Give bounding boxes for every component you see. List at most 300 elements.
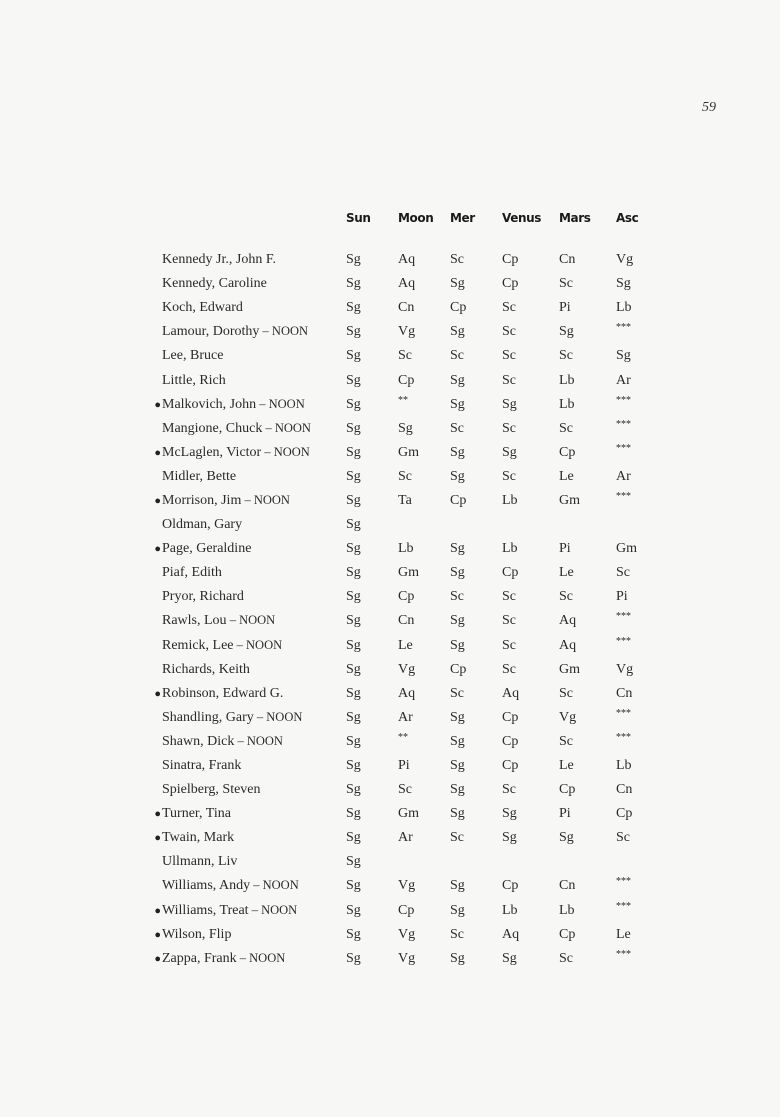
table-row xyxy=(146,899,656,923)
sign-cell-asc xyxy=(616,802,656,826)
mars-sign: Pi xyxy=(559,541,571,557)
sign-cell-mer xyxy=(450,923,502,947)
sign-cell-sun xyxy=(346,778,398,802)
sun-sign: Sg xyxy=(346,661,361,677)
mars-sign: Le xyxy=(559,565,574,581)
sign-cell-asc xyxy=(616,344,656,368)
person-name: Sinatra, Frank xyxy=(162,758,242,774)
sign-cell-sun xyxy=(346,609,398,633)
person-name: Williams, Andy xyxy=(162,878,251,894)
sign-cell-mer xyxy=(450,850,502,874)
person-name: Mangione, Chuck xyxy=(162,420,263,436)
sign-cell-asc xyxy=(616,296,656,320)
sign-cell-sun xyxy=(346,682,398,706)
sign-cell-asc xyxy=(616,850,656,874)
sign-cell-venus xyxy=(502,537,559,561)
person-name: Turner, Tina xyxy=(162,806,231,822)
sign-cell-mars xyxy=(559,658,616,682)
sign-cell-venus xyxy=(502,634,559,658)
sign-cell-venus xyxy=(502,609,559,633)
person-name-cell xyxy=(146,296,346,320)
person-name-cell xyxy=(146,417,346,441)
table-row xyxy=(146,634,656,658)
sign-cell-sun xyxy=(346,634,398,658)
name-column-header xyxy=(146,202,346,234)
mer-sign: Sg xyxy=(450,950,465,966)
sign-cell-asc xyxy=(616,393,656,417)
asc-sign: *** xyxy=(616,442,631,454)
person-name: Malkovich, John xyxy=(162,396,257,412)
mars-sign: Sg xyxy=(559,324,574,340)
person-name: Shawn, Dick xyxy=(162,733,235,749)
sign-cell-moon xyxy=(398,682,450,706)
venus-sign: Cp xyxy=(502,878,519,894)
person-name: Morrison, Jim xyxy=(162,492,242,508)
sign-cell-mars xyxy=(559,899,616,923)
asc-sign: *** xyxy=(616,418,631,430)
mars-sign: Sc xyxy=(559,420,573,436)
sign-cell-venus xyxy=(502,802,559,826)
sun-sign: Sg xyxy=(346,685,361,701)
mars-sign: Vg xyxy=(559,709,577,725)
sign-cell-mer xyxy=(450,489,502,513)
sign-cell-venus xyxy=(502,874,559,898)
asc-sign: *** xyxy=(616,876,631,888)
sign-cell-moon xyxy=(398,417,450,441)
sign-cell-mer xyxy=(450,561,502,585)
sign-cell-asc xyxy=(616,609,656,633)
mars-sign: Aq xyxy=(559,637,577,653)
person-name-cell xyxy=(146,609,346,633)
noon-label: – NOON xyxy=(248,902,298,917)
asc-sign: Ar xyxy=(616,468,631,484)
sign-cell-venus xyxy=(502,393,559,417)
person-name: Spielberg, Steven xyxy=(162,782,261,798)
table-row xyxy=(146,234,656,272)
sign-cell-mars xyxy=(559,489,616,513)
noon-label: – NOON xyxy=(233,637,283,652)
moon-sign: Pi xyxy=(398,758,410,774)
moon-sign: Vg xyxy=(398,950,416,966)
table-row xyxy=(146,658,656,682)
asc-sign: *** xyxy=(616,394,631,406)
mer-sign: Sg xyxy=(450,902,465,918)
sign-cell-mars xyxy=(559,706,616,730)
sign-cell-asc xyxy=(616,634,656,658)
sign-cell-sun xyxy=(346,344,398,368)
sign-cell-mer xyxy=(450,609,502,633)
sun-sign: Sg xyxy=(346,348,361,364)
mer-sign: Cp xyxy=(450,661,467,677)
mars-sign: Le xyxy=(559,758,574,774)
sign-cell-mer xyxy=(450,272,502,296)
venus-sign: Sc xyxy=(502,661,516,677)
sign-cell-venus xyxy=(502,489,559,513)
person-name-cell xyxy=(146,537,346,561)
sign-cell-moon xyxy=(398,441,450,465)
sign-cell-venus xyxy=(502,706,559,730)
noon-label: – NOON xyxy=(250,878,299,893)
sign-cell-moon xyxy=(398,368,450,392)
moon-sign: ** xyxy=(398,731,408,743)
table-row xyxy=(146,489,656,513)
sign-cell-sun xyxy=(346,465,398,489)
mars-sign: Lb xyxy=(559,372,575,388)
venus-sign: Aq xyxy=(502,685,520,701)
noon-label: – NOON xyxy=(253,709,303,724)
sun-sign: Sg xyxy=(346,492,361,508)
asc-sign: *** xyxy=(616,900,631,912)
sun-sign: Sg xyxy=(346,324,361,340)
sign-cell-venus xyxy=(502,320,559,344)
sun-sign: Sg xyxy=(346,541,361,557)
mer-sign: Sc xyxy=(450,830,464,846)
venus-sign: Sc xyxy=(502,420,516,436)
asc-sign: Pi xyxy=(616,589,628,605)
mer-sign: Cp xyxy=(450,300,467,316)
person-name-cell xyxy=(146,272,346,296)
sign-cell-mars xyxy=(559,682,616,706)
person-name: Lamour, Dorothy xyxy=(162,324,260,340)
mer-sign: Sg xyxy=(450,324,465,340)
sign-cell-sun xyxy=(346,272,398,296)
venus-sign: Cp xyxy=(502,733,519,749)
mars-sign: Gm xyxy=(559,492,580,508)
moon-sign: Cn xyxy=(398,613,415,629)
asc-sign: Cp xyxy=(616,806,633,822)
moon-sign: Ta xyxy=(398,492,412,508)
noon-label: – NOON xyxy=(259,324,309,339)
sun-sign: Sg xyxy=(346,613,361,629)
sun-sign: Sg xyxy=(346,806,361,822)
asc-sign: Vg xyxy=(616,252,634,268)
sign-cell-moon xyxy=(398,537,450,561)
asc-sign: Sg xyxy=(616,348,631,364)
mars-sign: Sc xyxy=(559,348,573,364)
asc-sign: Cn xyxy=(616,685,633,701)
venus-sign: Cp xyxy=(502,276,519,292)
person-name-cell xyxy=(146,706,346,730)
sign-cell-asc xyxy=(616,441,656,465)
sun-sign: Sg xyxy=(346,782,361,798)
venus-sign: Sc xyxy=(502,613,516,629)
person-name-cell xyxy=(146,874,346,898)
venus-sign: Sg xyxy=(502,396,517,412)
person-name: McLaglen, Victor xyxy=(162,444,262,460)
mer-sign: Sg xyxy=(450,444,465,460)
sign-cell-asc xyxy=(616,754,656,778)
mer-sign: Sg xyxy=(450,637,465,653)
sign-cell-mars xyxy=(559,561,616,585)
moon-sign: Sg xyxy=(398,420,413,436)
moon-sign: Gm xyxy=(398,806,419,822)
mer-sign: Sg xyxy=(450,276,465,292)
sign-cell-mer xyxy=(450,296,502,320)
person-name-cell xyxy=(146,730,346,754)
sign-cell-venus xyxy=(502,923,559,947)
sign-cell-asc xyxy=(616,778,656,802)
sign-cell-sun xyxy=(346,441,398,465)
venus-sign: Lb xyxy=(502,541,518,557)
sign-cell-venus xyxy=(502,368,559,392)
sign-cell-mer xyxy=(450,465,502,489)
sign-cell-mars xyxy=(559,537,616,561)
moon-sign: Sc xyxy=(398,348,412,364)
person-name-cell xyxy=(146,513,346,537)
sign-cell-moon xyxy=(398,234,450,272)
moon-sign: Cp xyxy=(398,589,415,605)
moon-sign: ** xyxy=(398,394,408,406)
sign-cell-mars xyxy=(559,296,616,320)
sign-cell-sun xyxy=(346,899,398,923)
sign-cell-mars xyxy=(559,393,616,417)
sign-cell-sun xyxy=(346,658,398,682)
sign-cell-sun xyxy=(346,947,398,971)
sign-cell-mer xyxy=(450,585,502,609)
person-name-cell xyxy=(146,899,346,923)
sign-cell-venus xyxy=(502,272,559,296)
person-name: Shandling, Gary xyxy=(162,709,254,725)
mer-sign: Sg xyxy=(450,613,465,629)
sign-cell-mars xyxy=(559,947,616,971)
sign-cell-venus xyxy=(502,754,559,778)
mars-sign: Lb xyxy=(559,902,575,918)
moon-sign: Ar xyxy=(398,830,413,846)
moon-sign: Cp xyxy=(398,902,415,918)
person-name-cell xyxy=(146,802,346,826)
mars-sign: Cp xyxy=(559,926,576,942)
sign-cell-asc xyxy=(616,489,656,513)
mer-sign: Cp xyxy=(450,492,467,508)
moon-sign: Vg xyxy=(398,324,416,340)
asc-sign: *** xyxy=(616,635,631,647)
bullet-icon: ● xyxy=(154,808,161,821)
table-row xyxy=(146,802,656,826)
sign-cell-mars xyxy=(559,754,616,778)
sign-cell-sun xyxy=(346,730,398,754)
moon-sign: Ar xyxy=(398,709,413,725)
sign-cell-venus xyxy=(502,778,559,802)
sign-cell-mars xyxy=(559,320,616,344)
sign-cell-moon xyxy=(398,561,450,585)
sign-cell-mer xyxy=(450,634,502,658)
asc-sign: Cn xyxy=(616,782,633,798)
venus-sign: Lb xyxy=(502,492,518,508)
sun-sign: Sg xyxy=(346,733,361,749)
sign-cell-venus xyxy=(502,585,559,609)
bullet-icon: ● xyxy=(154,543,161,556)
sign-cell-venus xyxy=(502,513,559,537)
sun-sign: Sg xyxy=(346,854,361,870)
sun-sign: Sg xyxy=(346,950,361,966)
sign-cell-mer xyxy=(450,826,502,850)
moon-sign: Cn xyxy=(398,300,415,316)
person-name: Oldman, Gary xyxy=(162,517,243,533)
mars-sign: Le xyxy=(559,468,574,484)
person-name: Kennedy Jr., John F. xyxy=(162,252,276,268)
sign-cell-moon xyxy=(398,465,450,489)
sun-sign: Sg xyxy=(346,926,361,942)
person-name-cell xyxy=(146,561,346,585)
sign-cell-moon xyxy=(398,585,450,609)
sign-cell-asc xyxy=(616,561,656,585)
moon-sign: Sc xyxy=(398,468,412,484)
bullet-icon: ● xyxy=(154,904,161,917)
person-name: Piaf, Edith xyxy=(162,565,222,581)
mars-sign: Cp xyxy=(559,444,576,460)
person-name-cell xyxy=(146,754,346,778)
sign-cell-asc xyxy=(616,465,656,489)
sign-cell-asc xyxy=(616,899,656,923)
mer-sign: Sg xyxy=(450,709,465,725)
sign-cell-moon xyxy=(398,874,450,898)
noon-label: – NOON xyxy=(234,733,283,748)
column-header-moon: Moon xyxy=(398,211,434,225)
sign-cell-moon xyxy=(398,344,450,368)
sign-cell-mars xyxy=(559,609,616,633)
table-row xyxy=(146,344,656,368)
sign-cell-moon xyxy=(398,730,450,754)
table-row xyxy=(146,368,656,392)
sign-cell-mer xyxy=(450,513,502,537)
sign-cell-venus xyxy=(502,441,559,465)
sun-sign: Sg xyxy=(346,276,361,292)
sun-sign: Sg xyxy=(346,300,361,316)
table-row xyxy=(146,585,656,609)
sign-cell-sun xyxy=(346,850,398,874)
mars-sign: Pi xyxy=(559,806,571,822)
sun-sign: Sg xyxy=(346,396,361,412)
sign-cell-moon xyxy=(398,320,450,344)
venus-sign: Sg xyxy=(502,950,517,966)
sign-cell-moon xyxy=(398,272,450,296)
sun-sign: Sg xyxy=(346,589,361,605)
column-header-mars: Mars xyxy=(559,211,591,225)
noon-label: – NOON xyxy=(236,950,286,965)
moon-sign: Vg xyxy=(398,661,416,677)
person-name: Zappa, Frank xyxy=(162,950,237,966)
page-number: 59 xyxy=(702,100,716,115)
venus-sign: Cp xyxy=(502,709,519,725)
mars-sign: Aq xyxy=(559,613,577,629)
asc-sign: Le xyxy=(616,926,631,942)
sign-cell-mars xyxy=(559,826,616,850)
sign-cell-sun xyxy=(346,320,398,344)
sign-cell-asc xyxy=(616,730,656,754)
asc-sign: *** xyxy=(616,611,631,623)
sign-cell-venus xyxy=(502,234,559,272)
mars-sign: Sc xyxy=(559,276,573,292)
person-name-cell xyxy=(146,923,346,947)
person-name: Remick, Lee xyxy=(162,637,234,653)
sign-cell-asc xyxy=(616,417,656,441)
sign-cell-mer xyxy=(450,947,502,971)
sign-cell-moon xyxy=(398,634,450,658)
sign-cell-mer xyxy=(450,706,502,730)
mars-sign: Sc xyxy=(559,950,573,966)
sun-sign: Sg xyxy=(346,420,361,436)
column-header-asc: Asc xyxy=(616,211,639,225)
asc-sign: Sc xyxy=(616,830,630,846)
sign-cell-mer xyxy=(450,899,502,923)
moon-sign: Cp xyxy=(398,372,415,388)
table-row xyxy=(146,706,656,730)
venus-sign: Sc xyxy=(502,372,516,388)
sign-cell-mer xyxy=(450,537,502,561)
sun-sign: Sg xyxy=(346,565,361,581)
sign-cell-sun xyxy=(346,826,398,850)
bullet-icon: ● xyxy=(154,952,161,965)
column-header-venus: Venus xyxy=(502,211,541,225)
moon-sign: Vg xyxy=(398,926,416,942)
sign-cell-asc xyxy=(616,272,656,296)
sign-cell-asc xyxy=(616,368,656,392)
table-row xyxy=(146,417,656,441)
noon-label: – NOON xyxy=(262,420,311,435)
mer-sign: Sg xyxy=(450,541,465,557)
sign-cell-mars xyxy=(559,368,616,392)
sign-cell-mer xyxy=(450,682,502,706)
venus-sign: Cp xyxy=(502,252,519,268)
mer-sign: Sc xyxy=(450,420,464,436)
noon-label: – NOON xyxy=(261,444,310,459)
moon-sign: Aq xyxy=(398,252,416,268)
venus-sign: Sc xyxy=(502,468,516,484)
asc-sign: *** xyxy=(616,731,631,743)
person-name: Williams, Treat xyxy=(162,902,249,918)
person-name: Little, Rich xyxy=(162,372,226,388)
person-name-cell xyxy=(146,393,346,417)
venus-sign: Sc xyxy=(502,348,516,364)
sign-cell-asc xyxy=(616,658,656,682)
bullet-icon: ● xyxy=(154,398,161,411)
sign-cell-venus xyxy=(502,465,559,489)
sign-cell-mer xyxy=(450,441,502,465)
sign-cell-mars xyxy=(559,272,616,296)
sign-cell-asc xyxy=(616,874,656,898)
asc-sign: Sc xyxy=(616,565,630,581)
bullet-icon: ● xyxy=(154,832,161,845)
mer-sign: Sg xyxy=(450,733,465,749)
person-name-cell xyxy=(146,320,346,344)
sign-cell-moon xyxy=(398,802,450,826)
person-name: Rawls, Lou xyxy=(162,613,227,629)
sign-cell-mer xyxy=(450,754,502,778)
sign-cell-sun xyxy=(346,802,398,826)
asc-sign: Vg xyxy=(616,661,634,677)
sun-sign: Sg xyxy=(346,252,361,268)
asc-sign: *** xyxy=(616,707,631,719)
sign-cell-sun xyxy=(346,489,398,513)
sign-cell-moon xyxy=(398,947,450,971)
sign-cell-mars xyxy=(559,344,616,368)
table-row xyxy=(146,826,656,850)
sign-cell-sun xyxy=(346,296,398,320)
person-name-cell xyxy=(146,850,346,874)
sign-cell-asc xyxy=(616,320,656,344)
mer-sign: Sg xyxy=(450,396,465,412)
person-name-cell xyxy=(146,826,346,850)
mer-sign: Sc xyxy=(450,926,464,942)
moon-sign: Sc xyxy=(398,782,412,798)
person-name-cell xyxy=(146,465,346,489)
sign-cell-mars xyxy=(559,850,616,874)
person-name-cell xyxy=(146,778,346,802)
mer-sign: Sc xyxy=(450,685,464,701)
mer-sign: Sg xyxy=(450,878,465,894)
mars-sign: Cp xyxy=(559,782,576,798)
venus-sign: Aq xyxy=(502,926,520,942)
